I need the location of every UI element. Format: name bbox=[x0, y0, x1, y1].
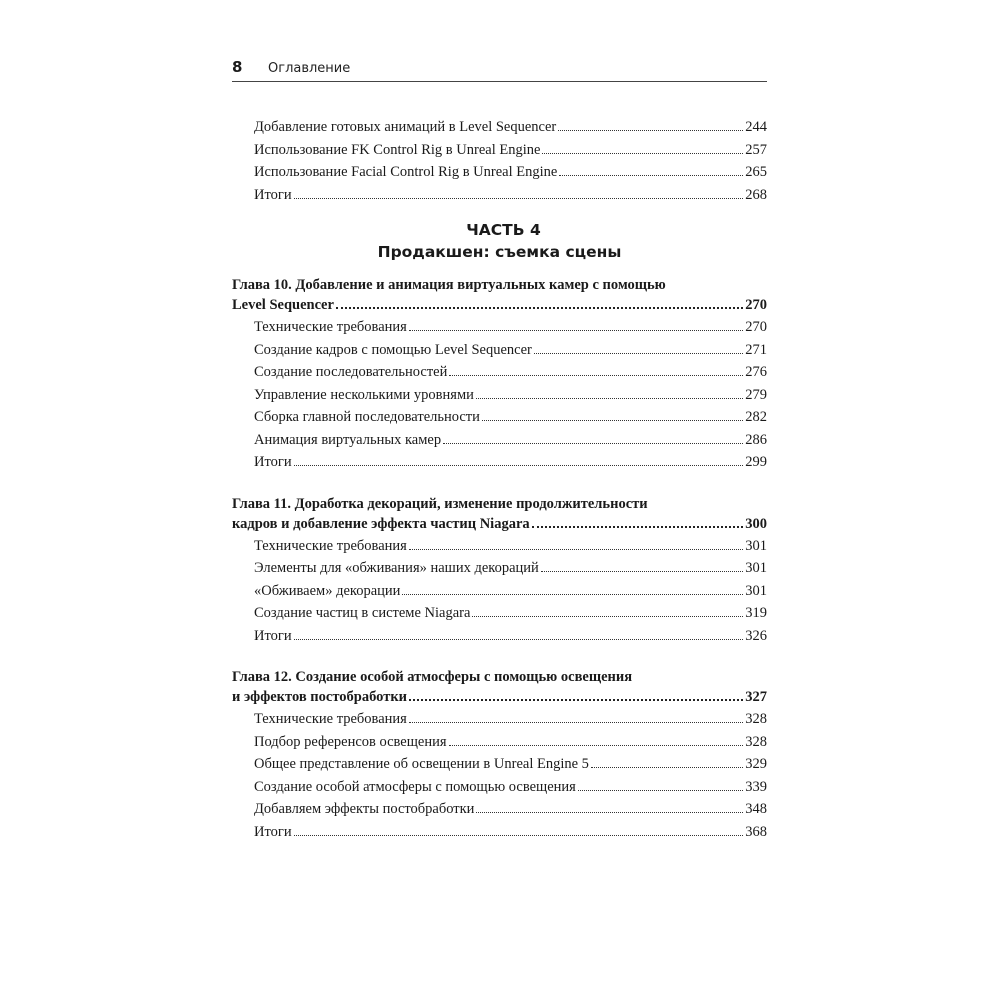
dot-leader bbox=[449, 745, 744, 746]
page-number: 8 bbox=[232, 58, 243, 76]
section-title: Создание последовательностей bbox=[254, 364, 448, 380]
section-page: 268 bbox=[745, 186, 767, 203]
toc-section-entry[interactable] bbox=[232, 116, 767, 139]
dot-leader bbox=[476, 812, 743, 813]
toc-section-entry[interactable] bbox=[232, 625, 767, 648]
chapter-title-line1[interactable]: Глава 11. Доработка декораций, изменение продолжительности bbox=[232, 495, 648, 512]
dot-leader bbox=[294, 835, 744, 836]
section-page: 270 bbox=[745, 319, 767, 335]
toc-section-entry[interactable] bbox=[232, 316, 767, 339]
section-page: 265 bbox=[745, 164, 767, 180]
chapter-title-line2: кадров и добавление эффекта частиц Niagara bbox=[232, 515, 530, 532]
section-page: 301 bbox=[745, 560, 767, 576]
toc-section-entry[interactable] bbox=[232, 406, 767, 429]
toc-section-entry[interactable] bbox=[232, 580, 767, 603]
section-page: 276 bbox=[745, 364, 767, 380]
dot-leader bbox=[449, 375, 743, 376]
chapter-title-line2: Level Sequencer bbox=[232, 297, 334, 313]
chapter-block bbox=[232, 275, 767, 474]
dot-leader bbox=[558, 130, 743, 131]
chapter-page: 270 bbox=[745, 297, 767, 313]
section-page: 244 bbox=[745, 119, 767, 135]
section-page: 319 bbox=[745, 605, 767, 621]
toc-section-entry[interactable] bbox=[232, 557, 767, 580]
section-title: Итоги bbox=[254, 627, 292, 644]
section-page: 257 bbox=[745, 141, 767, 158]
section-page: 328 bbox=[745, 733, 767, 750]
dot-leader bbox=[542, 153, 743, 154]
section-title: Технические требования bbox=[254, 319, 407, 335]
section-page: 326 bbox=[745, 627, 767, 644]
toc-section-entry[interactable] bbox=[232, 161, 767, 184]
chapter-title-line1[interactable]: Глава 10. Добавление и анимация виртуальных камер с помощью bbox=[232, 277, 666, 293]
dot-leader bbox=[409, 699, 743, 701]
section-page: 368 bbox=[745, 823, 767, 840]
section-title: Сборка главной последовательности bbox=[254, 409, 480, 425]
section-page: 339 bbox=[745, 778, 767, 795]
part-title: Продакшен: съемка сцены bbox=[377, 243, 622, 261]
dot-leader bbox=[541, 571, 743, 572]
section-page: 279 bbox=[745, 386, 767, 403]
section-title: Итоги bbox=[254, 823, 292, 840]
dot-leader bbox=[409, 549, 743, 550]
part-heading bbox=[232, 219, 767, 263]
dot-leader bbox=[409, 330, 743, 331]
dot-leader bbox=[591, 767, 743, 768]
section-title: Использование Facial Control Rig в Unreal Engine bbox=[254, 164, 558, 180]
section-title: Добавляем эффекты постобработки bbox=[254, 801, 475, 817]
chapter-page: 327 bbox=[745, 689, 767, 705]
section-page: 348 bbox=[745, 801, 767, 817]
toc-section-entry[interactable] bbox=[232, 821, 767, 844]
toc-section-entry[interactable] bbox=[232, 339, 767, 362]
section-title: Добавление готовых анимаций в Level Sequencer bbox=[254, 119, 557, 135]
section-page: 286 bbox=[745, 431, 767, 448]
toc-section-entry[interactable] bbox=[232, 429, 767, 452]
dot-leader bbox=[534, 353, 743, 354]
toc-section-entry[interactable] bbox=[232, 535, 767, 558]
toc-section-entry[interactable] bbox=[232, 602, 767, 625]
section-title: «Обживаем» декорации bbox=[254, 582, 401, 599]
toc-chapter-entry[interactable] bbox=[232, 295, 767, 316]
toc-section-entry[interactable] bbox=[232, 798, 767, 821]
section-page: 301 bbox=[745, 582, 767, 599]
toc-section-entry[interactable] bbox=[232, 708, 767, 731]
section-page: 301 bbox=[745, 537, 767, 554]
chapter-block bbox=[232, 494, 767, 648]
toc-section-entry[interactable] bbox=[232, 384, 767, 407]
dot-leader bbox=[559, 175, 743, 176]
section-title: Технические требования bbox=[254, 711, 407, 727]
section-title: Подбор референсов освещения bbox=[254, 733, 447, 750]
section-title: Итоги bbox=[254, 186, 292, 203]
toc-section-entry[interactable] bbox=[232, 451, 767, 474]
chapter-title-line2: и эффектов постобработки bbox=[232, 689, 408, 705]
section-title: Управление несколькими уровнями bbox=[254, 386, 474, 403]
section-page: 328 bbox=[745, 711, 767, 727]
dot-leader bbox=[472, 616, 743, 617]
section-page: 329 bbox=[745, 756, 767, 772]
dot-leader bbox=[482, 420, 743, 421]
toc-page bbox=[232, 0, 767, 1000]
part-number: ЧАСТЬ 4 bbox=[466, 221, 541, 239]
running-head bbox=[232, 58, 767, 80]
dot-leader bbox=[294, 639, 744, 640]
section-title: Создание частиц в системе Niagara bbox=[254, 605, 471, 621]
chapter-title-line1[interactable]: Глава 12. Создание особой атмосферы с помощью освещения bbox=[232, 669, 633, 685]
toc-chapter-entry[interactable] bbox=[232, 687, 767, 708]
chapter-block bbox=[232, 667, 767, 843]
dot-leader bbox=[409, 722, 743, 723]
header-rule bbox=[232, 81, 767, 82]
dot-leader bbox=[532, 526, 744, 528]
section-title: Технические требования bbox=[254, 537, 407, 554]
dot-leader bbox=[336, 307, 743, 309]
toc-section-entry[interactable] bbox=[232, 753, 767, 776]
toc-section-entry[interactable] bbox=[232, 139, 767, 162]
toc-section-entry[interactable] bbox=[232, 184, 767, 207]
section-title: Анимация виртуальных камер bbox=[254, 431, 442, 448]
section-title: Создание кадров с помощью Level Sequencer bbox=[254, 341, 532, 358]
section-title: Элементы для «обживания» наших декораций bbox=[254, 560, 539, 576]
section-title: Создание особой атмосферы с помощью освещения bbox=[254, 778, 576, 795]
dot-leader bbox=[578, 790, 743, 791]
toc-section-entry[interactable] bbox=[232, 361, 767, 384]
section-title: Общее представление об освещении в Unreal Engine 5 bbox=[254, 756, 589, 772]
dot-leader bbox=[443, 443, 743, 444]
section-page: 271 bbox=[745, 341, 767, 358]
toc-section-entry[interactable] bbox=[232, 776, 767, 799]
dot-leader bbox=[294, 198, 744, 199]
dot-leader bbox=[402, 594, 743, 595]
toc-section-entry[interactable] bbox=[232, 731, 767, 754]
section-title: Итоги bbox=[254, 454, 292, 470]
section-title: Использование FK Control Rig в Unreal Engine bbox=[254, 141, 541, 158]
dot-leader bbox=[294, 465, 744, 466]
section-page: 282 bbox=[745, 409, 767, 425]
toc-chapter-entry[interactable] bbox=[232, 514, 767, 535]
dot-leader bbox=[476, 398, 743, 399]
toc-content bbox=[232, 116, 767, 843]
running-head-title: Оглавление bbox=[268, 61, 351, 76]
section-page: 299 bbox=[745, 454, 767, 470]
chapter-page: 300 bbox=[745, 515, 767, 532]
